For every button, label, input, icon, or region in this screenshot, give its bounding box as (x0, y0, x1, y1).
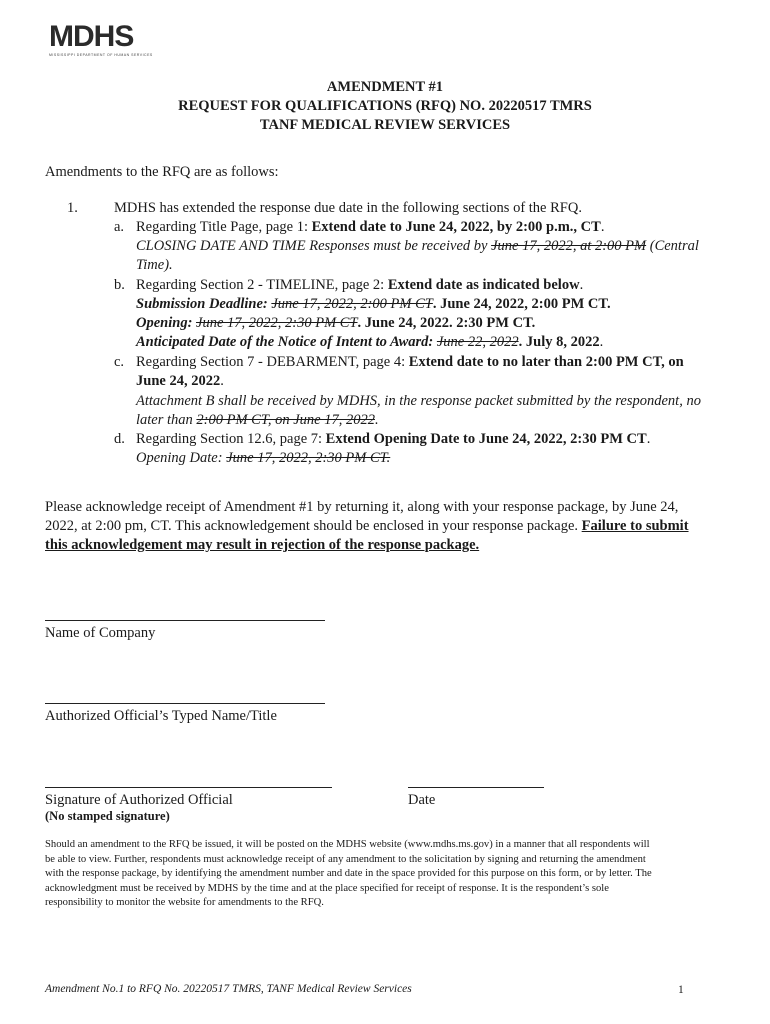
closing-text-end: (Central (646, 238, 699, 254)
date-line[interactable] (408, 787, 544, 788)
signature-line[interactable] (45, 787, 332, 788)
title-line-2: REQUEST FOR QUALIFICATIONS (RFQ) NO. 20220517 TMRS (178, 98, 592, 114)
opening-date-label: Opening Date: (136, 450, 227, 466)
subitem-b-letter: b. (114, 277, 125, 293)
award-label: Anticipated Date of the Notice of Intent to Award: (136, 334, 437, 350)
subitem-d-prefix: Regarding Section 12.6, page 7: (136, 431, 326, 447)
title-line-3: TANF MEDICAL REVIEW SERVICES (259, 117, 511, 133)
subitem-a (136, 218, 604, 237)
submission-label: Submission Deadline: (136, 296, 272, 312)
signature-label: Signature of Authorized Official (45, 792, 233, 808)
document-title (0, 78, 770, 135)
subitem-a-closing-cont: Time). (136, 257, 173, 273)
subitem-b-prefix: Regarding Section 2 - TIMELINE, page 2: (136, 277, 388, 293)
page-number: 1 (678, 984, 684, 996)
ack-line-1: Please acknowledge receipt of Amendment #1 by returning it, along with your response package, by June 24, (45, 499, 679, 515)
company-name-line[interactable] (45, 620, 325, 621)
subitem-d-opening (136, 449, 390, 468)
typed-name-line[interactable] (45, 703, 325, 704)
subitem-b (136, 276, 583, 295)
notice-line-5: responsibility to monitor the website for amendments to the RFQ. (45, 897, 324, 909)
attachment-struck: 2:00 PM CT, on June 17, 2022 (196, 412, 375, 428)
ack-warning: Failure to submit (581, 518, 689, 535)
mdhs-logo (49, 20, 153, 60)
opening-struck: June 17, 2022, 2:30 PM CT (196, 315, 358, 331)
item-text: MDHS has extended the response due date in the following sections of the RFQ. (114, 200, 582, 216)
logo-subtitle: MISSISSIPPI DEPARTMENT OF HUMAN SERVICES (49, 53, 153, 57)
ack-line-2 (45, 517, 735, 536)
opening-new: . June 24, 2022. 2:30 PM CT. (357, 315, 536, 331)
subitem-a-bold: Extend date to June 24, 2022, by 2:00 p.m., CT (311, 219, 601, 235)
attachment-end: . (374, 412, 379, 428)
footer-text: Amendment No.1 to RFQ No. 20220517 TMRS, TANF Medical Review Services (45, 983, 412, 995)
subitem-c-bold-date: June 24, 2022 (136, 373, 221, 389)
item-number: 1. (67, 200, 78, 216)
subitem-d (136, 430, 650, 449)
title-line-1: AMENDMENT #1 (326, 79, 444, 95)
opening-label: Opening: (136, 315, 197, 331)
date-label: Date (408, 792, 436, 808)
submission-struck: June 17, 2022, 2:00 PM CT (271, 296, 433, 312)
submission-deadline (136, 295, 611, 314)
subitem-a-suffix: . (600, 219, 605, 235)
subitem-c-prefix: Regarding Section 7 - DEBARMENT, page 4: (136, 354, 409, 370)
typed-name-label: Authorized Official’s Typed Name/Title (45, 708, 277, 724)
closing-text: CLOSING DATE AND TIME Responses must be received by (136, 238, 492, 254)
closing-struck-date: June 17, 2022, at 2:00 PM (491, 238, 647, 254)
opening-date-struck: June 17, 2022, 2:30 PM CT. (226, 450, 391, 466)
opening-date (136, 314, 535, 333)
subitem-b-suffix: . (579, 277, 584, 293)
company-name-label: Name of Company (45, 625, 156, 641)
notice-line-2: be able to view. Further, respondents must acknowledge receipt of any amendment to the solicitation by signing and returning the amendment (45, 853, 646, 865)
award-end: . (599, 334, 604, 350)
intro-text: Amendments to the RFQ are as follows: (45, 164, 279, 180)
subitem-c-cont (136, 372, 224, 391)
subitem-a-closing (136, 237, 699, 256)
subitem-a-letter: a. (114, 219, 125, 235)
attachment-later-than: later than (136, 412, 197, 428)
subitem-a-prefix: Regarding Title Page, page 1: (136, 219, 312, 235)
ack-line-2-text: 2022, at 2:00 pm, CT. This acknowledgement should be enclosed in your response package. (45, 518, 582, 535)
subitem-c-bold: Extend date to no later than 2:00 PM CT, on (408, 354, 684, 370)
acknowledgement-paragraph (45, 498, 735, 556)
notice-line-1: Should an amendment to the RFQ be issued, it will be posted on the MDHS website (www.mdhs.ms.gov) in a manner that all respondents will (45, 839, 650, 850)
award-struck: June 22, 2022 (436, 334, 519, 350)
subitem-d-letter: d. (114, 431, 125, 447)
amendment-notice (45, 838, 727, 911)
attachment-b-cont (136, 411, 379, 430)
no-stamp-note: (No stamped signature) (45, 809, 170, 823)
subitem-c (136, 353, 684, 372)
ack-warning-cont: this acknowledgement may result in rejection of the response package. (45, 537, 480, 554)
subitem-d-bold: Extend Opening Date to June 24, 2022, 2:30 PM CT (325, 431, 647, 447)
award-date (136, 333, 603, 352)
notice-line-3: with the response package, by identifying the amendment number and date in the space provided for this purpose on this form, or by letter. The (45, 868, 652, 880)
attachment-b-text: Attachment B shall be received by MDHS, in the response packet submitted by the respondent, no (136, 393, 701, 409)
logo-text: MDHS (49, 20, 134, 53)
subitem-c-letter: c. (114, 354, 125, 370)
subitem-d-suffix: . (646, 431, 651, 447)
submission-new: . June 24, 2022, 2:00 PM CT. (432, 296, 611, 312)
subitem-b-bold: Extend date as indicated below (387, 277, 580, 293)
notice-line-4: acknowledgment must be received by MDHS by the time and at the place specified for receipt of response. It is the respondent’s sole (45, 882, 609, 894)
subitem-c-suffix: . (220, 373, 224, 389)
award-new: . July 8, 2022 (518, 334, 600, 350)
